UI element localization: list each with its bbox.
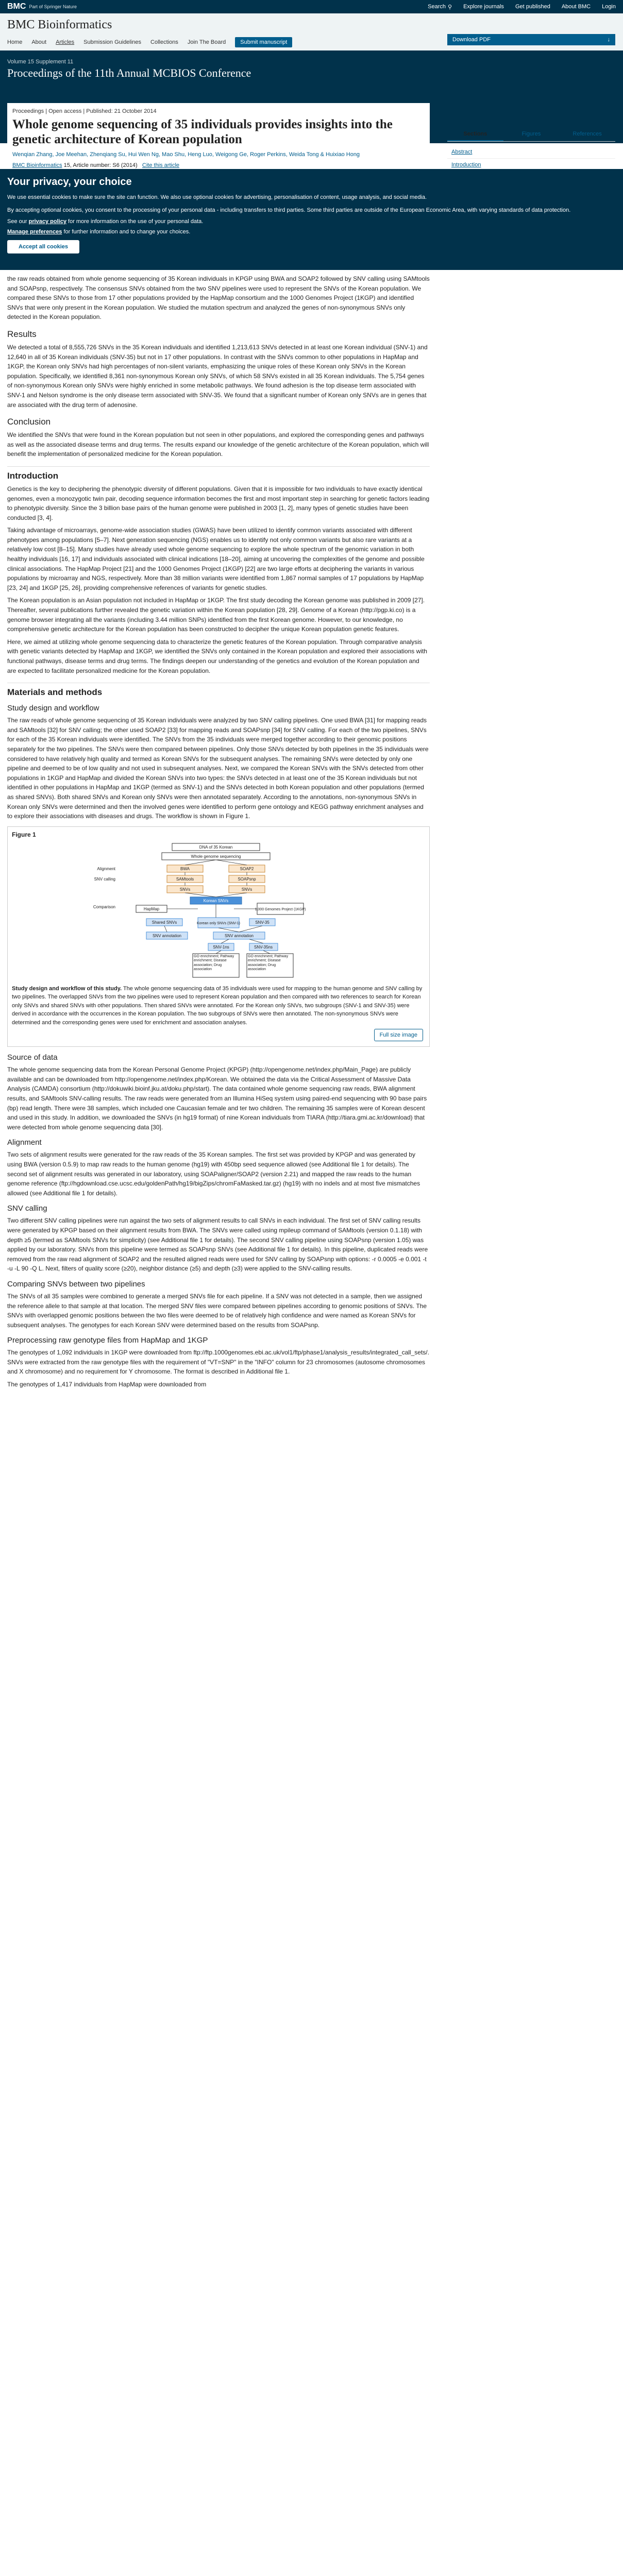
sidebar-item-abstract[interactable]: Abstract — [447, 146, 615, 159]
citation-detail: 15, Article number: S6 (2014) — [63, 162, 138, 169]
tab-references[interactable]: References — [573, 131, 602, 137]
results-text: We detected a total of 8,555,726 SNVs in the 35 Korean individuals and identified 1,213,613 SNVs detected in at least one Korean individual (SNV-1) and 12,640 in all of 35 Korean individuals (SNV-35) but not in 17 other populations. In contrast with the SNVs common to other populations in HapMap and 1KGP, the Korean only SNVs had high percentages of non-silent variants, emphasizing the unique roles of these Korean only SNVs in the Korean population. Specifically, we identified 8,361 non-synonymous Korean only SNVs, of which 58 SNVs existed in all 35 Korean individuals. The 5,754 genes of non-synonymous Korean only SNVs were highly enriched in some metabolic pathways. We found adhesion is the top disease term associated with SNV-1 and Nelson syndrome is the only disease term associated with SNV-35. We found that a significant number of Korean only SNVs are in genes that are associated with the drug term of adenosine. — [7, 343, 428, 409]
proceedings-title[interactable]: Proceedings of the 11th Annual MCBIOS Conference — [7, 66, 251, 79]
cookie-banner — [0, 169, 623, 270]
cite-this-article-link[interactable]: Cite this article — [142, 162, 180, 169]
preprocessing-heading: Preprocessing raw genotype files from HapMap and 1KGP — [7, 1336, 208, 1345]
conclusion-text: We identified the SNVs that were found in the Korean population but not seen in other populations, and explored the corresponding genes and pathways as well as the associated disease terms and drug terms. The results expand our knowledge of the genetic architecture of the Korean population, which will benefit the implementation of personalized medicine for the Korean population. — [7, 431, 429, 458]
diagram-go-a: GO enrichment; Pathway enrichment; Disease association; Drug association — [194, 954, 234, 971]
nav-collections[interactable]: Collections — [150, 39, 178, 45]
cookie-text-1: We use essential cookies to make sure the site can function. We also use optional cookies for advertising, personalisation of content, usage analysis, and social media. — [7, 194, 427, 200]
about-bmc-link[interactable] — [562, 4, 591, 10]
author-list[interactable]: Wenqian Zhang, Joe Meehan, Zhenqiang Su, Hui Wen Ng, Mao Shu, Heng Luo, Weigong Ge, Roger Perkins, Weida Tong & Huixiao Hong — [12, 151, 360, 158]
intro-paragraph-4: Here, we aimed at utilizing whole genome sequencing data to characterize the genetic features of the Korean population. Through comparative analysis with genetic variants detected by HapMap and 1KGP, we identified the SNVs only contained in the Korean population and explored their associations with functional pathways, disease terms and drug terms. The findings deepen our understanding of the genetics and evolution of the Korean population and are expected to facilitate personalized medicine for the Korean population. — [7, 638, 427, 674]
tab-figures[interactable]: Figures — [521, 131, 541, 137]
bmc-logo[interactable] — [7, 2, 77, 11]
submit-manuscript-button[interactable]: Submit manuscript — [235, 37, 292, 47]
diagram-samtools: SAMtools — [176, 876, 194, 882]
diagram-korean-snvs: Korean SNVs — [203, 898, 229, 903]
diagram-snv1ns: SNV-1ns — [213, 944, 229, 950]
citation-journal-link[interactable]: BMC Bioinformatics — [12, 162, 62, 169]
source-text: The whole genome sequencing data from the Korean Personal Genome Project (KPGP) (http://opengenome.net/index.php/Main_Page) are publicly available and can be downloaded from http://opengenome.net/index.php/Korean. We obtained the data via the Critical Assessment of Massive Data Analysis (CAMDA) consortium (http://dokuwiki.bioinf.jku.at/doku.php/start). The data contained whole genome sequencing raw reads, BWA alignment results, and SAMtools SNV-calling results. The raw reads were generated from an Illumina HiSeq system using paired-end sequencing with 90 base pairs (bp) read length. There were 38 samples, which included one Caucasian female and ter two children. The remaining 35 samples were of Korean descent and used in this study. In addition, we downloaded the SNVs (in hg19 format) of nine Korean individuals from TIARA (http://tiara.gmi.ac.kr/download) that were detected from whole genome sequencing data [30]. — [7, 1066, 427, 1131]
nav-home[interactable]: Home — [7, 39, 23, 45]
cookie-manage-line — [7, 229, 616, 235]
cookie-heading: Your privacy, your choice — [7, 176, 132, 188]
comparing-heading: Comparing SNVs between two pipelines — [7, 1279, 145, 1289]
login-label: Login — [602, 4, 616, 10]
preprocessing-text-2: The genotypes of 1,417 individuals from HapMap were downloaded from — [7, 1381, 207, 1388]
search-link[interactable] — [428, 4, 452, 10]
article-meta: Proceedings | Open access | Published: 21 October 2014 — [12, 108, 157, 114]
top-bar — [0, 0, 623, 13]
comparing-text: The SNVs of all 35 samples were combined to generate a merged SNVs file for each pipeline. If a SNV was not detected in a sample, then we assigned the reference allele to that sample at that location. The merged SNV files were compared between pipelines according to genomic positions of SNVs. The SNVs with overlapped genomic positions between the two files were deemed to be of relatively high confidence and were named as Korean SNVs for subsequent analyses. The genotypes for each Korean SNV were determined based on the results from SOAPsnp. — [7, 1292, 427, 1329]
alignment-heading: Alignment — [7, 1138, 42, 1147]
diagram-annot-a: SNV annotation — [152, 933, 182, 938]
download-icon: ↓ — [607, 37, 610, 43]
diagram-1kgp: 1,000 Genomes Project (1KGP) — [255, 907, 306, 911]
diagram-comparison: Comparison — [93, 904, 115, 909]
explore-journals-link[interactable] — [463, 4, 504, 10]
privacy-policy-link[interactable]: privacy policy — [28, 218, 66, 225]
materials-methods-heading: Materials and methods — [7, 683, 430, 698]
figure-1 — [7, 826, 430, 1047]
diagram-bwa: BWA — [180, 866, 190, 871]
download-pdf-label: Download PDF — [452, 37, 491, 43]
article-body — [7, 274, 430, 1393]
workflow-diagram[interactable] — [79, 841, 358, 980]
explore-journals-label: Explore journals — [463, 4, 504, 10]
source-heading: Source of data — [7, 1053, 58, 1062]
download-pdf-button[interactable] — [447, 34, 615, 45]
diagram-snv35: SNV-35 — [255, 920, 270, 925]
snv-calling-heading: SNV calling — [7, 1204, 47, 1213]
diagram-snv-calling: SNV calling — [94, 876, 115, 882]
diagram-soap2: SOAP2 — [240, 866, 254, 871]
cookie-text-2: By accepting optional cookies, you consent to the processing of your personal data - including transfers to third parties. Some third parties are outside of the European Economic Area, with varying standards of data protection. — [7, 207, 571, 213]
diagram-wgs: Whole genome sequencing — [191, 854, 241, 859]
manage-suffix: for further information and to change your choices. — [62, 229, 191, 235]
alignment-text: Two sets of alignment results were generated for the raw reads of the 35 Korean samples. The first set was provided by KPGP and was generated by using BWA (version 0.5.9) to map raw reads to the human genome (hg19) with 450bp seed sequence allowed (see Additional file 1 for details). The second set of alignment results was generated in our laboratory, using SOAPaligner/SOAP2 (version 2.21) and mapped the raw reads to the human genome reference (ftp://hgdownload.cse.ucsc.edu/goldenPath/hg19/bigZips/chromFaMasked.tar.gz) (hg19) with no indels and at most five mismatches allowed (see Additional file 1 for details). — [7, 1151, 420, 1197]
figure-caption-text: The whole genome sequencing data of 35 individuals were used for mapping to the human genome and SNV calling by two pipelines. The overlapped SNVs from the two pipelines were used to represent Korean population and then compared with two references to search for Korean only SNVs and shared SNVs with other populations. Then shared SNVs were annotated. For the Korean only SNVs, two subgroups (SNV-1 and SNV-35) were derived in accordance with the occurrences in the Korean population. The two subgroups of SNVs were then annotated. The non-synonymous SNVs were determined and the corresponding genes were used for enrichment and association analyses. — [12, 985, 423, 1026]
preprocessing-text-1: The genotypes of 1,092 individuals in 1KGP were downloaded from ftp://ftp.1000genomes.ebi.ac.uk/vol1/ftp/phase1/analysis_results/integrated_call_sets/. SNVs were extracted from the raw genotype files with the requirement of "VT=SNP" in the "INFO" column for 23 chromosomes (autosome chromosomes and X chromosome) and no requirement for Y chromosome. The format is described in Additional file 1. — [7, 1349, 429, 1376]
bmc-logo-text: BMC — [7, 2, 26, 11]
results-heading: Results — [7, 329, 37, 339]
article-title: Whole genome sequencing of 35 individuals provides insights into the genetic architecture of Korean population — [12, 117, 393, 146]
diagram-dna: DNA of 35 Korean — [199, 844, 233, 850]
diagram-shared: Shared SNVs — [151, 920, 177, 925]
figure-caption-bold: Study design and workflow of this study. — [12, 985, 122, 992]
diagram-snvs-b: SNVs — [241, 887, 252, 892]
snv-calling-text: Two different SNV calling pipelines were run against the two sets of alignment results to call SNVs in each individual. The first set of SNV calling results were generated by KPGP based on their alignment results from BWA. The SNVs were called using mpileup command of SAMtools (version 0.1.18) with depth ≥5 (termed as SAMtools SNVs for simplicity) (see Additional file 1 for details). The second SNV calling pipeline using SOAPsnp (version 1.05) was applied by our laboratory. SNVs from this pipeline were termed as SOAPsnp SNVs (see Additional file 1 for details). In this pipeline, duplicated reads were removed from the raw read alignment of SOAP2 and the resulted aligned reads were used for SNV calling by SOAPsnp with options: -r 0.0005 -e 0.001 -t -u -L 90 -Q L. Next, filters of quality score (≥20), neighbor distance (≥5) and depth (≥3) were applied to the SNV-calling results. — [7, 1217, 428, 1273]
accept-cookies-button[interactable]: Accept all cookies — [7, 240, 79, 253]
login-link[interactable] — [602, 4, 616, 10]
volume-label[interactable]: Volume 15 Supplement 11 — [7, 59, 74, 65]
intro-paragraph-3: The Korean population is an Asian population not included in HapMap or 1KGP. The first study decoding the Korean genome was published in 2009 [27]. Thereafter, several publications further revealed the genetic variation within the Korean population [28, 29]. Genome of a Korean (http://pgp.ki.co) is a genome browser integrating all the variants (including 3.44 million SNPs) identified from the first Korean genome. However, to our knowledge, no comprehensive genetic architecture for the Korean population has been constructed to decipher the unique Korean population genetic features. — [7, 597, 425, 633]
about-bmc-label: About BMC — [561, 4, 591, 10]
citation-line — [12, 162, 425, 168]
abstract-tail: the raw reads obtained from whole genome sequencing of 35 Korean individuals in KPGP using BWA and SOAP2 followed by SNV calling using SAMtools and SOAPsnp, respectively. The consensus SNVs obtained from the two SNV pipelines were used to represent the SNVs of the Korean population. We compared these SNVs to those from 17 other populations provided by the HapMap consortium and the 1000 Genomes Project (1KGP) and identified SNVs that were only present in the Korean population. We studied the mutation spectrum and analyzed the genes of non-synonymous SNVs only detected in the Korean population. — [7, 275, 430, 321]
manage-preferences-link[interactable]: Manage preferences — [7, 229, 62, 235]
diagram-go-b: GO enrichment; Pathway enrichment; Disease association; Drug association — [248, 954, 289, 971]
get-published-link[interactable] — [515, 4, 550, 10]
search-icon: ⚲ — [448, 4, 452, 10]
privacy-prefix: See our — [7, 218, 29, 225]
diagram-snv35ns: SNV-35ns — [254, 944, 273, 950]
conclusion-heading: Conclusion — [7, 417, 51, 427]
privacy-suffix: for more information on the use of your personal data. — [66, 218, 204, 225]
study-design-text: The raw reads of whole genome sequencing of 35 Korean individuals were analyzed by two SNV calling pipelines. One used BWA [31] for mapping reads and SAMtools [32] for SNV calling; the other used SOAP2 [33] for mapping reads and SOAPsnp [34] for SNV calling. For each of the two pipelines, SNVs for each of the 35 Korean individuals were identified. The SNVs from the 35 individuals were merged together according to their genomic positions separately for the two pipelines. The SNVs were then compared between pipelines. Only those SNVs detected by both pipelines in the 35 individuals were considered to have relatively high quality and termed as Korean SNVs for the subsequent analyses. The remaining SNVs were detected by only one pipeline and deemed to be of low quality and not used in subsequent analyses. Next, we compared the Korean SNVs with the SNVs detected from other populations in 1KGP and HapMap and divided the Korean SNVs into two types: the SNVs detected in at least one of the 35 Korean individuals but not identified in other populations in HapMap and 1KGP (termed as SNV-1) and the SNVs detected in both Korean population and other populations (termed as shared SNVs). Both shared SNVs and Korean only SNVs were then annotated separately. According to the annotations, non-synonymous SNVs in Korean only SNVs were determined and then the involved genes were identified to perform gene ontology and KEGG pathway enrichment analyses and to explore their associations with diseases and drugs. The workflow is shown in Figure 1. — [7, 717, 429, 820]
full-size-image-button[interactable]: Full size image — [374, 1029, 423, 1041]
study-design-heading: Study design and workflow — [7, 704, 99, 713]
intro-paragraph-1: Genetics is the key to deciphering the phenotypic diversity of different populations. Given that it is impossible for two individuals to have exactly identical genomes, even a monozygotic twin pair, decoding sequence information becomes the first and most important step in searching for genetic factors leading to phenotypic diversity. Since the 3 billion base pairs of the human genome were published in 2003 [1, 2], many types of genetic studies have been conducted [3, 4]. — [7, 485, 430, 521]
nav-articles[interactable]: Articles — [56, 39, 75, 45]
get-published-label: Get published — [515, 4, 550, 10]
diagram-hapmap: HapMap — [143, 906, 160, 911]
springer-nature-text: Part of Springer Nature — [29, 4, 77, 9]
journal-title[interactable]: BMC Bioinformatics — [7, 18, 112, 31]
search-label: Search — [428, 4, 446, 10]
nav-about[interactable]: About — [31, 39, 47, 45]
figure-label[interactable]: Figure 1 — [12, 831, 36, 838]
nav-join-the-board[interactable]: Join The Board — [187, 39, 226, 45]
introduction-heading: Introduction — [7, 466, 430, 481]
figure-caption — [12, 985, 425, 1027]
cookie-privacy-line — [7, 218, 616, 225]
sidebar-item-introduction[interactable]: Introduction — [447, 159, 615, 172]
diagram-korean-only: Korean only SNVs (SNV-1) — [196, 921, 241, 925]
sidebar-tabs — [447, 128, 615, 142]
diagram-alignment: Alignment — [97, 866, 115, 871]
intro-paragraph-2: Taking advantage of microarrays, genome-wide association studies (GWAS) have been utilized to identify common variants associated with different phenotypes among populations [5–7]. Next generation sequencing (NGS) enables us to identify not only common variants but also rare variants at a relatively low cost [8–15]. Many studies have already used whole genome sequencing to explore the whole spectrum of the genomic variation in both healthy individuals [16, 17] and individuals associated with clinical indications [18–20], aiming at uncovering the complexities of the genome and possible clinical associations. The HapMap Project [21] and the 1000 Genomes Project (1KGP) [22] are two large efforts at deciphering the variants in various populations by microarray and NGS, respectively. More than 38 million variants were identified from 1,867 normal samples of 17 populations by HapMap [23, 24] and 1KGP [25, 26], providing comprehensive references of variants for genetic studies. — [7, 527, 425, 591]
nav-submission-guidelines[interactable]: Submission Guidelines — [83, 39, 142, 45]
diagram-annot-b: SNV annotation — [224, 933, 254, 938]
diagram-soapsnp: SOAPsnp — [238, 876, 256, 882]
tab-sections[interactable]: Sections — [447, 128, 503, 141]
diagram-snvs-a: SNVs — [179, 887, 191, 892]
